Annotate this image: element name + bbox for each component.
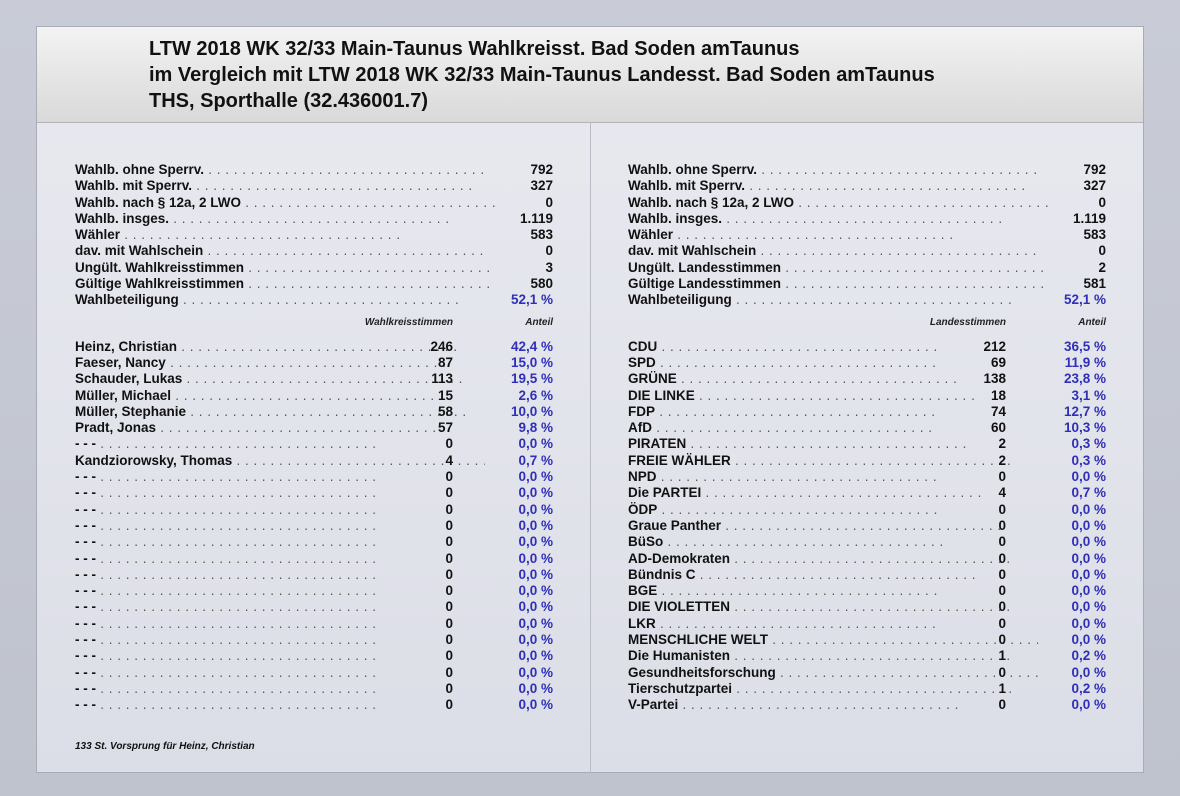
title-line-3: THS, Sporthalle (32.436001.7) — [149, 90, 429, 112]
result-name: AD-Demokraten . . — [628, 551, 1038, 567]
stat-label: Ungült. Landesstimmen . . — [628, 260, 1048, 276]
result-row — [75, 518, 555, 534]
result-share: 15,0 % — [510, 354, 553, 370]
result-share: 0,3 % — [1071, 452, 1106, 468]
result-share: 0,0 % — [1071, 664, 1106, 680]
result-share: 2,6 % — [518, 387, 553, 403]
result-votes: 0 — [445, 697, 453, 713]
result-row — [628, 420, 1108, 436]
wahlkreis-results — [75, 339, 555, 714]
result-votes: 0 — [445, 599, 453, 615]
result-share: 0,0 % — [1071, 583, 1106, 599]
result-name: Schauder, Lukas . . — [75, 371, 485, 387]
result-share: 0,0 % — [1071, 534, 1106, 550]
result-row — [628, 632, 1108, 648]
result-row — [75, 697, 555, 713]
result-row — [628, 551, 1108, 567]
stat-value: 583 — [530, 227, 553, 243]
result-votes: 87 — [437, 354, 453, 370]
result-name: DIE VIOLETTEN . . — [628, 599, 1038, 615]
result-row — [628, 404, 1108, 420]
page-header — [37, 27, 1143, 123]
result-name: Kandziorowsky, Thomas . . — [75, 453, 485, 469]
result-name: - - - . . — [75, 616, 485, 632]
result-votes: 0 — [445, 615, 453, 631]
landes-column — [628, 162, 1108, 714]
result-votes: 113 — [431, 371, 453, 387]
result-votes: 0 — [445, 680, 453, 696]
result-share: 0,0 % — [518, 583, 553, 599]
landes-column-header — [628, 313, 1108, 333]
stat-label: Wahlb. nach § 12a, 2 LWO . . — [628, 195, 1048, 211]
result-share: 12,7 % — [1063, 403, 1106, 419]
result-share: 0,0 % — [518, 517, 553, 533]
share-header: Anteil — [525, 316, 553, 328]
result-name: ÖDP . . — [628, 502, 1038, 518]
result-votes: 15 — [437, 387, 453, 403]
result-row — [628, 665, 1108, 681]
stat-label: Wahlb. ohne Sperrv. . . — [628, 162, 1048, 178]
stat-value: 792 — [1083, 162, 1106, 177]
result-share: 10,3 % — [1063, 420, 1106, 436]
result-row — [75, 534, 555, 550]
stat-label: Wahlbeteiligung . . — [628, 292, 1048, 308]
stat-value: 327 — [1083, 178, 1106, 194]
result-share: 0,0 % — [518, 501, 553, 517]
result-votes: 2 — [998, 436, 1006, 452]
result-row — [75, 339, 555, 355]
result-name: Gesundheitsforschung . . — [628, 665, 1038, 681]
stat-label: Wahlb. nach § 12a, 2 LWO . . — [75, 195, 495, 211]
result-name: MENSCHLICHE WELT . . — [628, 632, 1038, 648]
result-share: 0,0 % — [1071, 599, 1106, 615]
result-share: 19,5 % — [510, 371, 553, 387]
stat-label: Gültige Wahlkreisstimmen . . — [75, 276, 495, 292]
result-name: CDU . . — [628, 339, 1038, 355]
result-votes: 246 — [430, 338, 453, 354]
result-row — [628, 502, 1108, 518]
stat-label: dav. mit Wahlschein . . — [75, 243, 495, 259]
stat-label: Wahlbeteiligung . . — [75, 292, 495, 308]
result-row — [628, 469, 1108, 485]
result-share: 0,0 % — [518, 664, 553, 680]
stat-value: 3 — [545, 259, 553, 275]
result-votes: 0 — [445, 664, 453, 680]
result-name: Müller, Michael . . — [75, 388, 485, 404]
stat-value: 583 — [1083, 227, 1106, 243]
result-share: 36,5 % — [1063, 338, 1106, 354]
stat-value: 0 — [1098, 194, 1106, 210]
result-share: 3,1 % — [1071, 387, 1106, 403]
result-share: 42,4 % — [510, 338, 553, 354]
result-row — [75, 436, 555, 452]
result-row — [628, 697, 1108, 713]
result-votes: 0 — [998, 664, 1006, 680]
result-votes: 58 — [437, 403, 453, 419]
result-votes: 0 — [998, 534, 1006, 550]
result-row — [75, 551, 555, 567]
result-name: BGE . . — [628, 583, 1038, 599]
stat-value: 0 — [1098, 243, 1106, 259]
result-name: - - - . . — [75, 632, 485, 648]
share-header: Anteil — [1078, 316, 1106, 328]
stat-label: Wähler . . — [628, 227, 1048, 243]
result-votes: 57 — [437, 420, 453, 436]
result-votes: 0 — [998, 599, 1006, 615]
stat-label: Wahlb. insges. . . — [628, 211, 1048, 227]
result-name: BüSo . . — [628, 534, 1038, 550]
stat-row — [628, 178, 1108, 194]
result-name: Pradt, Jonas . . — [75, 420, 485, 436]
result-row — [628, 599, 1108, 615]
result-row — [628, 355, 1108, 371]
result-votes: 0 — [445, 469, 453, 485]
title-line-1: LTW 2018 WK 32/33 Main-Taunus Wahlkreisst. Bad Soden amTaunus — [149, 38, 800, 60]
result-votes: 74 — [990, 403, 1006, 419]
result-votes: 0 — [998, 469, 1006, 485]
stat-value: 581 — [1083, 276, 1106, 292]
result-share: 0,0 % — [518, 436, 553, 452]
stat-row — [75, 260, 555, 276]
result-row — [75, 485, 555, 501]
result-row — [628, 485, 1108, 501]
result-row — [75, 616, 555, 632]
result-row — [628, 567, 1108, 583]
result-votes: 0 — [998, 583, 1006, 599]
result-share: 0,0 % — [1071, 469, 1106, 485]
result-row — [75, 371, 555, 387]
result-share: 0,0 % — [1071, 566, 1106, 582]
result-share: 10,0 % — [510, 403, 553, 419]
stat-row — [75, 227, 555, 243]
stat-row — [628, 162, 1108, 178]
result-row — [75, 420, 555, 436]
result-row — [75, 469, 555, 485]
stat-row — [75, 195, 555, 211]
stat-label: Wähler . . — [75, 227, 495, 243]
result-votes: 0 — [998, 697, 1006, 713]
result-name: - - - . . — [75, 469, 485, 485]
result-share: 0,7 % — [1071, 485, 1106, 501]
stat-value: 0 — [545, 243, 553, 259]
stat-label: dav. mit Wahlschein . . — [628, 243, 1048, 259]
result-share: 0,3 % — [1071, 436, 1106, 452]
result-name: Die PARTEI . . — [628, 485, 1038, 501]
result-votes: 69 — [990, 354, 1006, 370]
stat-row — [628, 292, 1108, 308]
result-name: Tierschutzpartei . . — [628, 681, 1038, 697]
results-card — [36, 26, 1144, 773]
result-votes: 1 — [998, 648, 1006, 664]
result-share: 0,7 % — [518, 452, 553, 468]
result-share: 0,0 % — [518, 599, 553, 615]
result-votes: 0 — [445, 648, 453, 664]
result-share: 0,0 % — [518, 632, 553, 648]
result-votes: 0 — [445, 550, 453, 566]
result-name: - - - . . — [75, 697, 485, 713]
result-share: 23,8 % — [1063, 371, 1106, 387]
stat-value: 1.119 — [1072, 210, 1106, 226]
result-row — [628, 648, 1108, 664]
votes-header: Landesstimmen — [929, 316, 1006, 328]
result-share: 0,0 % — [518, 615, 553, 631]
result-name: - - - . . — [75, 551, 485, 567]
result-votes: 18 — [990, 387, 1006, 403]
landes-results — [628, 339, 1108, 714]
result-row — [628, 583, 1108, 599]
stat-label: Ungült. Wahlkreisstimmen . . — [75, 260, 495, 276]
result-share: 0,0 % — [1071, 517, 1106, 533]
result-name: - - - . . — [75, 665, 485, 681]
result-name: LKR . . — [628, 616, 1038, 632]
result-name: GRÜNE . . — [628, 371, 1038, 387]
result-row — [628, 339, 1108, 355]
result-name: V-Partei . . — [628, 697, 1038, 713]
result-share: 0,0 % — [1071, 697, 1106, 713]
stat-label: Wahlb. mit Sperrv. . . — [75, 178, 495, 194]
result-votes: 0 — [445, 583, 453, 599]
stat-row — [628, 276, 1108, 292]
title-line-2: im Vergleich mit LTW 2018 WK 32/33 Main-Taunus Landesst. Bad Soden amTaunus — [149, 64, 935, 86]
result-votes: 2 — [998, 452, 1006, 468]
stat-row — [75, 276, 555, 292]
result-name: - - - . . — [75, 583, 485, 599]
result-name: Die Humanisten . . — [628, 648, 1038, 664]
result-row — [628, 518, 1108, 534]
stat-row — [75, 243, 555, 259]
result-votes: 0 — [445, 517, 453, 533]
result-row — [628, 534, 1108, 550]
result-row — [75, 599, 555, 615]
stat-row — [75, 292, 555, 308]
result-row — [75, 567, 555, 583]
result-votes: 0 — [445, 566, 453, 582]
result-row — [75, 681, 555, 697]
footnote: 133 St. Vorsprung für Heinz, Christian — [75, 741, 255, 752]
stat-value: 327 — [530, 178, 553, 194]
result-share: 0,0 % — [518, 680, 553, 696]
stat-value: 52,1 % — [510, 292, 553, 308]
result-name: NPD . . — [628, 469, 1038, 485]
result-votes: 0 — [998, 550, 1006, 566]
result-share: 0,2 % — [1071, 648, 1106, 664]
stat-row — [628, 211, 1108, 227]
result-row — [75, 355, 555, 371]
result-share: 0,0 % — [518, 469, 553, 485]
stat-label: Gültige Landesstimmen . . — [628, 276, 1048, 292]
result-name: - - - . . — [75, 681, 485, 697]
result-row — [628, 616, 1108, 632]
result-name: - - - . . — [75, 518, 485, 534]
result-row — [628, 453, 1108, 469]
result-name: PIRATEN . . — [628, 436, 1038, 452]
votes-header: Wahlkreisstimmen — [364, 316, 453, 328]
stat-row — [75, 211, 555, 227]
stat-value: 792 — [530, 162, 553, 177]
result-name: SPD . . — [628, 355, 1038, 371]
wahlkreis-column-header — [75, 313, 555, 333]
result-row — [75, 648, 555, 664]
result-share: 0,0 % — [518, 566, 553, 582]
result-name: FREIE WÄHLER . . — [628, 453, 1038, 469]
stat-label: Wahlb. mit Sperrv. . . — [628, 178, 1048, 194]
result-row — [628, 436, 1108, 452]
result-share: 0,0 % — [518, 697, 553, 713]
result-name: - - - . . — [75, 436, 485, 452]
wahlkreis-stats — [75, 162, 555, 309]
stat-value: 580 — [530, 276, 553, 292]
result-votes: 0 — [998, 615, 1006, 631]
stat-label: Wahlb. insges. . . — [75, 211, 495, 227]
result-row — [75, 388, 555, 404]
result-votes: 0 — [445, 436, 453, 452]
result-votes: 0 — [998, 566, 1006, 582]
result-name: Müller, Stephanie . . — [75, 404, 485, 420]
result-name: - - - . . — [75, 534, 485, 550]
result-row — [75, 404, 555, 420]
result-row — [628, 388, 1108, 404]
result-row — [75, 583, 555, 599]
result-share: 9,8 % — [518, 420, 553, 436]
stat-value: 52,1 % — [1063, 292, 1106, 308]
stat-row — [628, 195, 1108, 211]
result-row — [75, 502, 555, 518]
landes-stats — [628, 162, 1108, 309]
result-name: - - - . . — [75, 648, 485, 664]
result-votes: 0 — [998, 501, 1006, 517]
stat-row — [628, 260, 1108, 276]
result-votes: 0 — [445, 485, 453, 501]
stat-row — [75, 162, 555, 178]
result-votes: 60 — [990, 420, 1006, 436]
result-votes: 0 — [445, 632, 453, 648]
stat-value: 0 — [545, 194, 553, 210]
result-name: DIE LINKE . . — [628, 388, 1038, 404]
stat-value: 2 — [1098, 259, 1106, 275]
result-row — [628, 371, 1108, 387]
result-votes: 0 — [998, 632, 1006, 648]
result-name: Graue Panther . . — [628, 518, 1038, 534]
result-share: 0,0 % — [518, 648, 553, 664]
result-votes: 212 — [983, 338, 1006, 354]
result-name: FDP . . — [628, 404, 1038, 420]
result-share: 0,0 % — [1071, 632, 1106, 648]
result-name: AfD . . — [628, 420, 1038, 436]
result-votes: 0 — [445, 501, 453, 517]
stat-row — [628, 227, 1108, 243]
result-share: 0,0 % — [1071, 550, 1106, 566]
result-name: - - - . . — [75, 599, 485, 615]
result-share: 0,2 % — [1071, 680, 1106, 696]
result-name: Bündnis C . . — [628, 567, 1038, 583]
result-share: 11,9 % — [1064, 354, 1106, 370]
result-share: 0,0 % — [1071, 501, 1106, 517]
result-share: 0,0 % — [518, 550, 553, 566]
result-votes: 0 — [998, 517, 1006, 533]
result-name: - - - . . — [75, 567, 485, 583]
result-name: - - - . . — [75, 502, 485, 518]
result-share: 0,0 % — [518, 534, 553, 550]
result-votes: 4 — [998, 485, 1006, 501]
column-divider — [590, 123, 591, 773]
result-share: 0,0 % — [1071, 615, 1106, 631]
result-row — [75, 453, 555, 469]
result-name: Faeser, Nancy . . — [75, 355, 485, 371]
result-votes: 1 — [998, 680, 1006, 696]
stat-label: Wahlb. ohne Sperrv. . . — [75, 162, 495, 178]
result-share: 0,0 % — [518, 485, 553, 501]
result-name: Heinz, Christian . . — [75, 339, 485, 355]
result-name: - - - . . — [75, 485, 485, 501]
result-row — [628, 681, 1108, 697]
stat-row — [75, 178, 555, 194]
result-votes: 0 — [445, 534, 453, 550]
stat-value: 1.119 — [519, 210, 553, 226]
result-votes: 4 — [445, 452, 453, 468]
wahlkreis-column — [75, 162, 555, 714]
result-row — [75, 632, 555, 648]
stat-row — [628, 243, 1108, 259]
result-row — [75, 665, 555, 681]
result-votes: 138 — [983, 371, 1006, 387]
